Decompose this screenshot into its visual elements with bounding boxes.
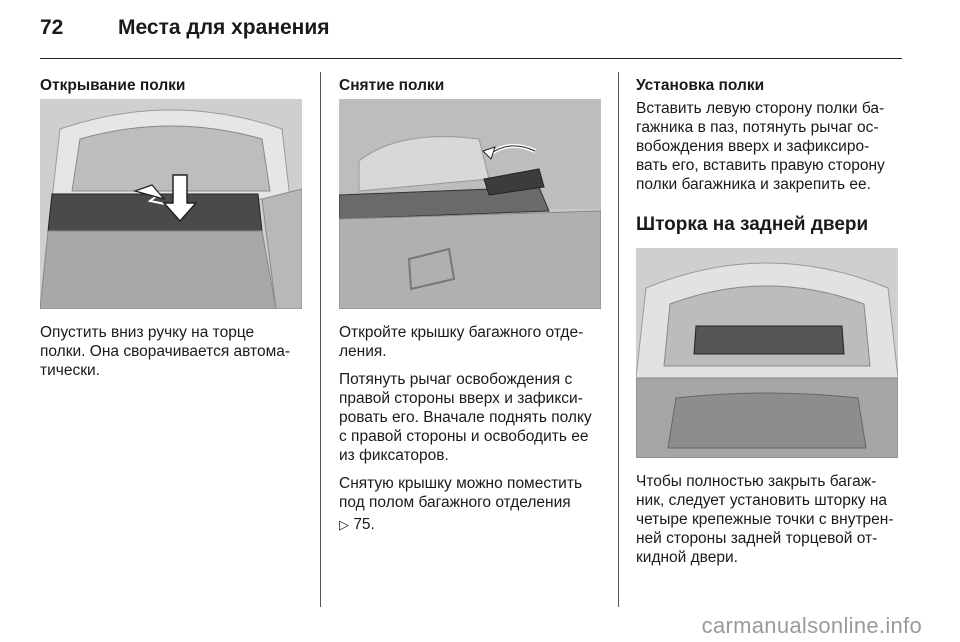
section-heading-open-shelf: Открывание полки bbox=[40, 77, 186, 94]
figure-tailgate-blind bbox=[636, 248, 898, 458]
paragraph: Опустить вниз ручку на торце полки. Она сворачивается автома-тически. bbox=[40, 324, 291, 379]
chapter-title: Места для хранения bbox=[118, 16, 330, 39]
header-rule bbox=[40, 58, 902, 59]
paragraph: Снятую крышку можно поместить под полом багажного отделения bbox=[339, 475, 583, 511]
paragraph: Откройте крышку багажного отде-ления. bbox=[339, 324, 584, 360]
cross-reference-arrow-icon: ▷ bbox=[339, 517, 349, 532]
column-divider bbox=[618, 72, 619, 607]
cross-reference-page: 75. bbox=[353, 516, 375, 533]
paragraph: Вставить левую сторону полки ба-гажника в паз, потянуть рычаг ос-вобождения вверх и зафиксиро-вать его, вставить правую сторону полки багажника и закрепить ее. bbox=[636, 100, 885, 193]
column-install-shelf bbox=[636, 76, 898, 576]
column-open-shelf bbox=[40, 76, 302, 389]
paragraph: Чтобы полностью закрыть багаж-ник, следует установить шторку на четыре крепежные точки с внутрен-ней стороны задней торцевой от-кидной двери. bbox=[636, 473, 894, 566]
section-heading-tailgate-blind: Шторка на задней двери bbox=[636, 214, 869, 235]
column-divider bbox=[320, 72, 321, 607]
section-heading-install-shelf: Установка полки bbox=[636, 77, 765, 94]
figure-open-shelf bbox=[40, 99, 302, 309]
column-remove-shelf bbox=[339, 76, 601, 543]
cross-reference[interactable] bbox=[339, 515, 601, 534]
figure-remove-shelf bbox=[339, 99, 601, 309]
page-header bbox=[40, 16, 330, 52]
paragraph: Потянуть рычаг освобождения с правой стороны вверх и зафикси-ровать его. Вначале поднять полку с правой стороны и освободить ее из фиксаторов. bbox=[339, 371, 592, 464]
section-heading-remove-shelf: Снятие полки bbox=[339, 77, 445, 94]
watermark: carmanualsonline.info bbox=[701, 613, 922, 638]
page-number: 72 bbox=[40, 16, 64, 39]
